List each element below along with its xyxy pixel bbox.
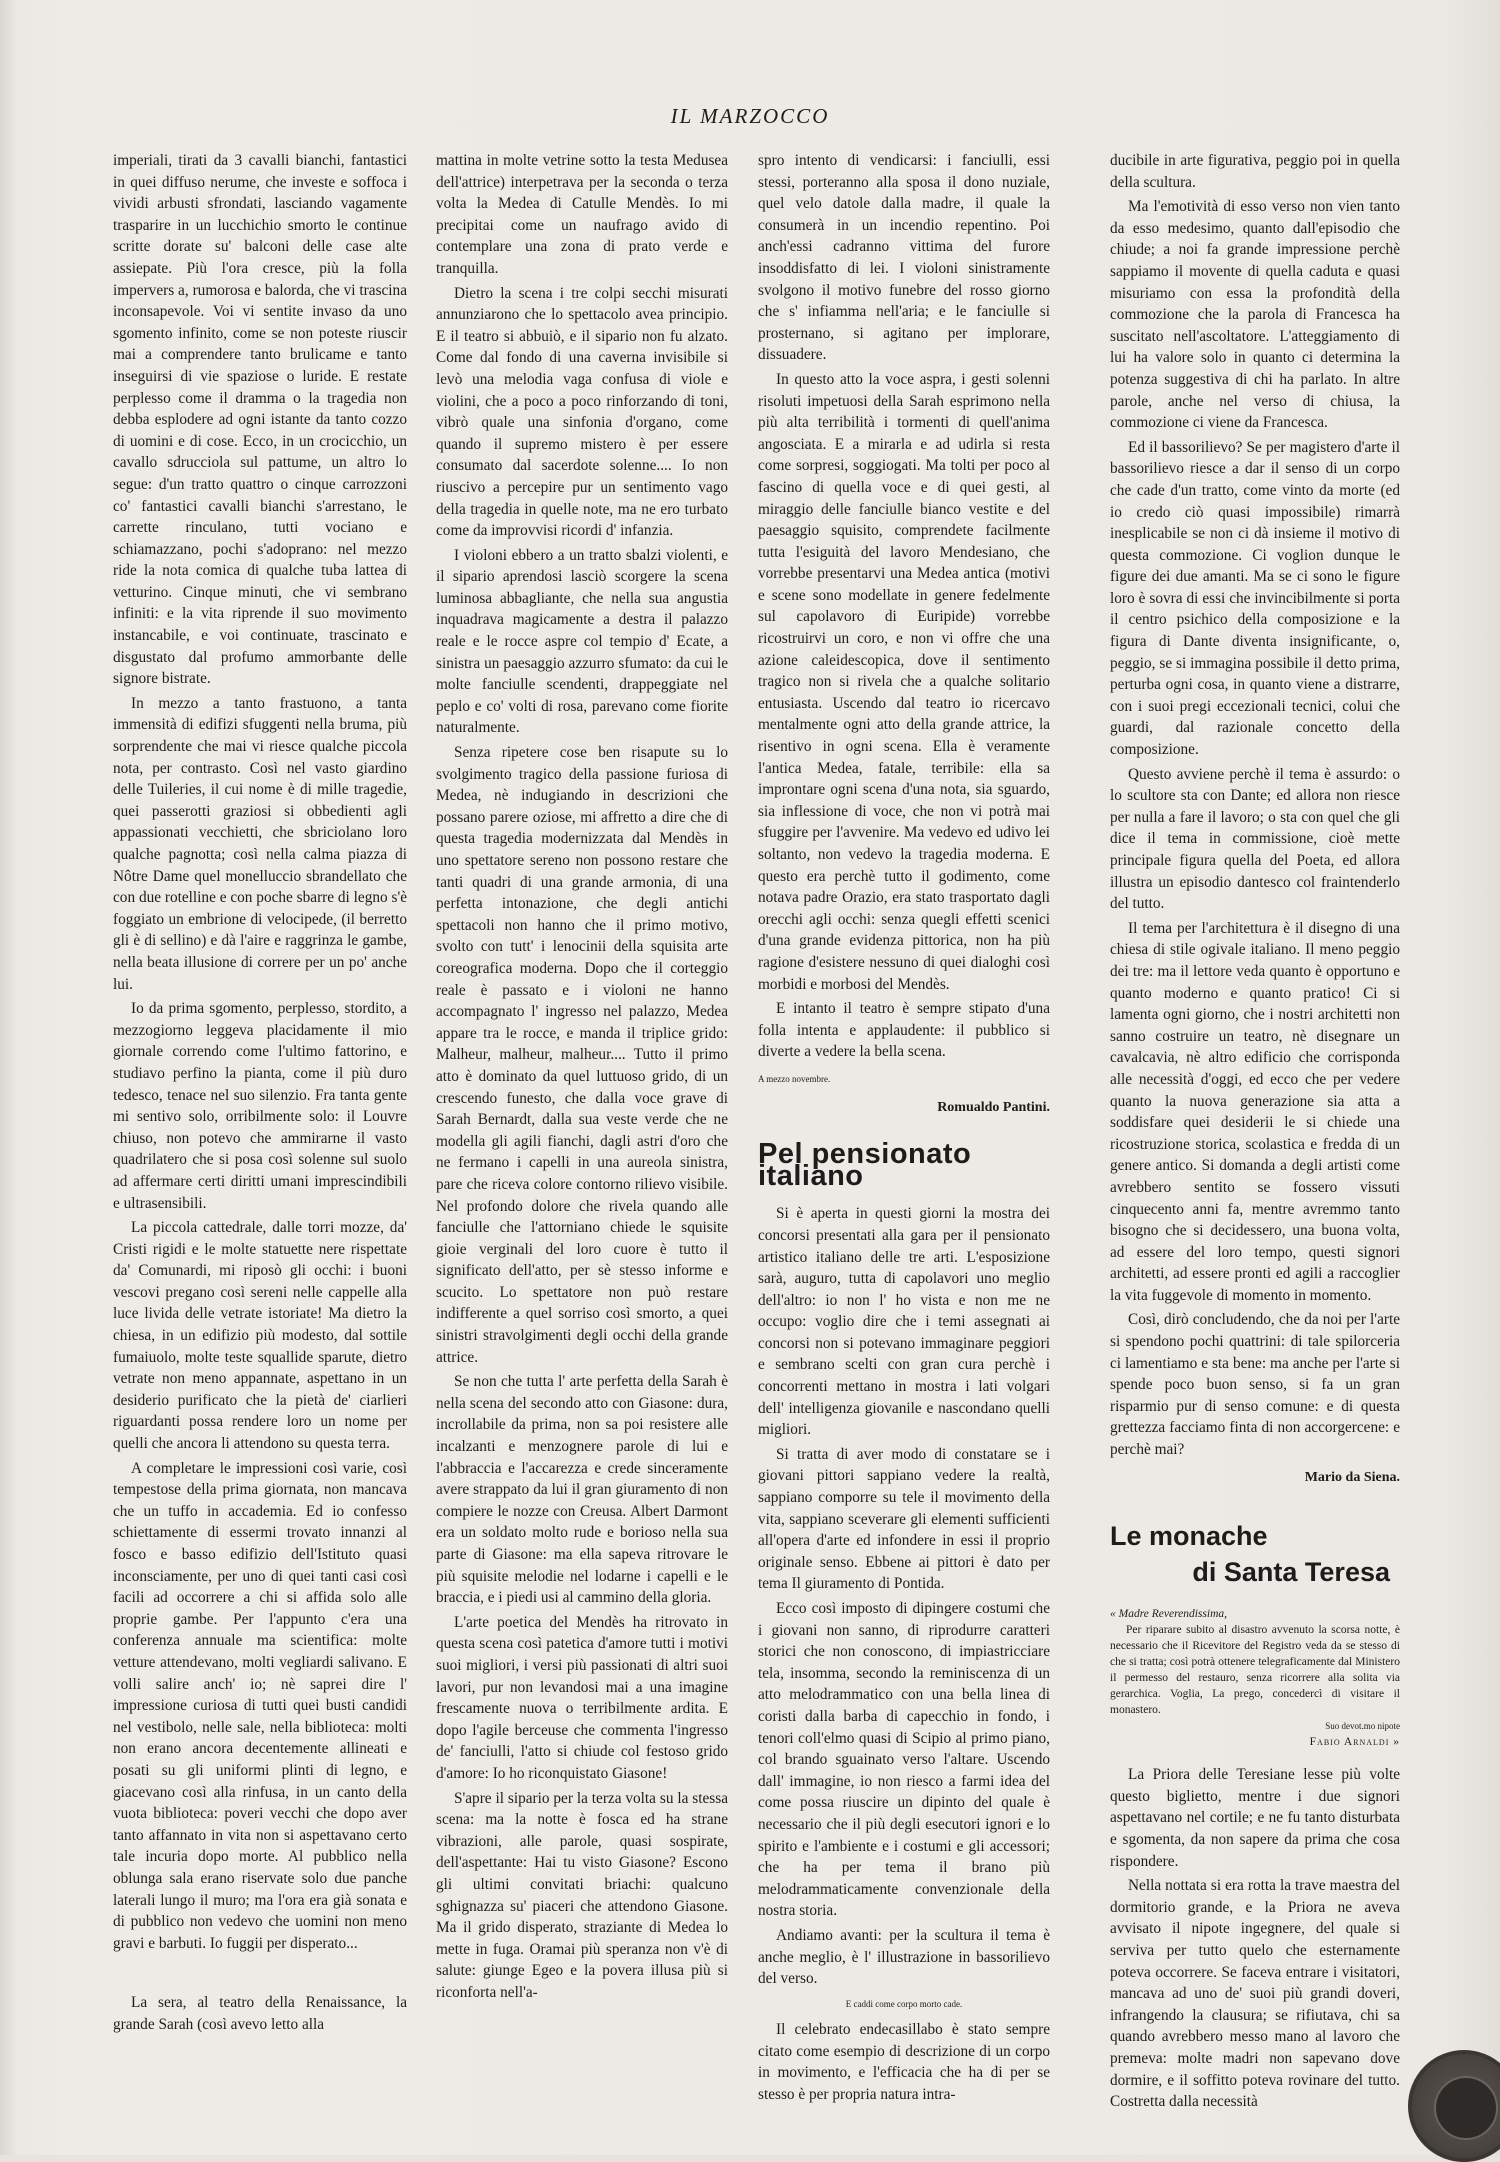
- paragraph: spro intento di vendicarsi: i fanciulli, essi stessi, porteranno alla sposa il dono nuziale, quel velo datole dalla madre, il quale la consumerà in un incendio repentino. Poi anch'essi cadranno vittima del furore insoddisfatto di lei. I violoni sinistramente svolgono il motivo funebre del rosso giorno che s' infiamma nell'aria; e le fanciulle si prosternano, si agitano per implorare, dissuadere.: [758, 152, 1050, 364]
- paragraph: imperiali, tirati da 3 cavalli bianchi, fantastici in quei diffuso nerume, che investe e soffoca i vividi arbusti sfrondati, lasciando vagamente trasparire in un lucchichio smorto le continue scritte dorate su' balconi delle case alte assiepate. Più l'ora cresce, più la folla impervers a, rumorosa e balorda, che vi trascina inconsapevole. Voi vi sentite invaso da uno sgomento infinito, come se non poteste riuscir mai a comprendere tanto brulicame e tanto inseguirsi di vie spaziose o luride. E restate perplesso come il dramma o la tragedia non debba esplodere ad ogni istante da tanto cozzo di uomini e di cose. Ecco, in un crocicchio, un cavallo sdrucciola sul pattume, un altro lo segue: d'un tratto quattro o cinque carrozzoni co' fantastici cavalli bianchi s'arrestano, le carrette rinculano, tutti vociano e schiamazzano, pochi s'adoprano: nel mezzo ride la nota comica di qualche tuba lattea di vetturino. Cinque minuti, che vi sembrano infiniti: e la vita riprende il suo movimento instancabile, e voi continuate, trascinato e disgustato dal profumo ammorbante delle signore bistrate.: [113, 152, 407, 688]
- paragraph: Io da prima sgomento, perplesso, stordito, a mezzogiorno leggeva placidamente il mio giornale correndo come l'ultimo fattorino, e studiavo perfino la pianta, come il più duro tedesco, tenace nel suo silenzio. Fra tanta gente mi sentivo solo, orribilmente solo: il Louvre chiuso, non potevo che ammirarne il vasto quadrilatero che si posa così solenne sul suolo ad affermare certi diritti umani imprescindibili e ultrasensibili.: [113, 1000, 407, 1212]
- paragraph: A completare le impressioni così varie, così tempestose della prima giornata, non mancava che un tuffo in accademia. Ed io confesso schiettamente di essermi trovato innanzi al fosco e basso edifizio dell'Istituto quasi inconsciamente, per uno di quei tanti casi così facili ad occorrere a chi si affida solo alle proprie gambe. Per l'appunto c'era una conferenza annuale ma scientifica: molte vetture attendevano, molti vegliardi salivano. E volli salire anch' io; nè saprei dire l' impressione curiosa di tutti quei busti candidi nel vestibolo, nelle sale, nella biblioteca: molti non erano ancora decentemente allineati e posati su gli uniformi plinti di legno, e giacevano così alla rinfusa, in un canto della vuota biblioteca: poveri vecchi che dopo aver tanto affannato in vita non si aspettavano certo tale incuria dopo morte. Al pubblico nella oblunga sala erano riservate solo due panche laterali lungo il muro; ma l'ora era già sonata e di pubblico non vedevo che uomini non meno gravi e barbuti. Io fuggii per disperato...: [113, 1459, 407, 1952]
- paragraph: La piccola cattedrale, dalle torri mozze, da' Cristi rigidi e le molte statuette nere rispettate da' Comunardi, mi riposò gli occhi: i buoni vescovi pregano così sereni nelle cappelle alla luce livida delle vetrate istoriate! Ma dietro la chiesa, in un edifizio più modesto, dal sottile fumaiuolo, molte teste squallide sparute, dietro vetrate non meno appannate, aspettano in un desiderio purificato che la pietà de' ciarlieri riguardanti possa rendere loro un nome per quelli che ancora li attendono su questa terra.: [113, 1219, 407, 1453]
- quote-signature: Fabio Arnaldi »: [1309, 1736, 1400, 1749]
- quote-closing: Suo devot.mo nipote: [1325, 1721, 1400, 1732]
- library-stamp-icon: [1408, 2050, 1500, 2162]
- paragraph: Il celebrato endecasillabo è stato sempre citato come esempio di descrizione di un corpo in movimento, e l'efficacia che ha di per se stesso è per propria natura intra-: [758, 2021, 1050, 2104]
- paragraph: Si è aperta in questi giorni la mostra dei concorsi presentati alla gara per il pensionato artistico italiano delle tre arti. L'esposizione sarà, auguro, tutta di capolavori uno meglio dell'altro: io non l' ho vista e non me ne occupo: voglio dire che i temi assegnati ai concorsi non si potevano immaginare peggiori e sembrano scelti con gran cura perchè i concorrenti mettano in mostra i lati volgari dell' intelligenza giovanile e nascondano quelli migliori.: [758, 1205, 1050, 1439]
- article-signature: Mario da Siena.: [1304, 1469, 1400, 1485]
- paragraph: La Priora delle Teresiane lesse più volte questo biglietto, mentre i due signori aspettavano nel cortile; e ne fu tanto disturbata e sgomenta, da non sapere da prima che cosa rispondere.: [1110, 1766, 1400, 1870]
- paragraph: L'arte poetica del Mendès ha ritrovato in questa scena così patetica d'amore tutti i motivi suoi migliori, i versi più passionati di altri suoi lavori, pur non levandosi mai a una imagine frescamente nuova o terribilmente ardita. E dopo l'agile berceuse che commenta l'ingresso de' fanciulli, l'atto si chiude col festoso grido d'amore: Io ho riconquistato Giasone!: [436, 1613, 728, 1782]
- paragraph: Così, dirò concludendo, che da noi per l'arte si spendono pochi quattrini: di tale spilorceria ci lamentiamo e sta bene: ma anche per l'arte si spende poco buon senso, si fa un gran risparmio pur di senso comune: e di questa grettezza facciamo finta di non accorgercene: e perchè mai?: [1110, 1311, 1400, 1459]
- verse-quote: E caddi come corpo morto cade.: [845, 1998, 963, 2009]
- paragraph: mattina in molte vetrine sotto la testa Medusea dell'attrice) interpetrava per la seconda o terza volta la Medea di Catulle Mendès. Io mi precipitai come un naufrago avido di contemplare una zona di prato verde e tranquilla.: [436, 152, 728, 277]
- title-line-1: Le monache: [1110, 1521, 1268, 1552]
- letter-quote: [1110, 1606, 1400, 1750]
- article-title: [1110, 1518, 1400, 1590]
- paragraph: In mezzo a tanto frastuono, a tanta immensità di edifizi sfuggenti nella bruma, più sorprendente che mai vi riesce qualche piccola nota, per contrasto. Così nel vasto giardino delle Tuileries, il cui nome è di mille tragedie, quei passerotti graziosi si obbedienti agli appassionati vecchietti, che sbriciolano loro qualche pagnotta; così nella calma piazza di Nôtre Dame quel monelluccio sbrandellato che con due rotelline e con poche sbarre di legno s'è foggiato un embrione di velocipede, (il berretto gli è di sellino) e dà l'aire e raggrinza le gambe, nella beata illusione di correre per un po' anche lui.: [113, 694, 407, 993]
- paragraph: Dietro la scena i tre colpi secchi misurati annunziarono che lo spettacolo avea principio. E il teatro si abbuiò, e il sipario non fu alzato. Come dal fondo di una caverna invisibile si levò una melodia vaga confusa di viole e violini, che a poco a poco rinforzando di toni, vibrò quale una sinfonia d'organo, come quando il supremo mistero è per essere consumato dal sacerdote solenne.... Io non riuscivo a percepire pur un sentimento vago della tragedia in quelle note, ma ne ero turbato come da improvvisi ricordi d' infanzia.: [436, 284, 728, 540]
- paragraph: Ma l'emotività di esso verso non vien tanto da esso medesimo, quanto dall'episodio che chiude; a noi fa grande impressione perchè sappiamo il movente di quella caduta e quasi misuriamo con essa la profondità della commozione che la parola di Francesca ha suscitato nell'ascoltatore. L'atteggiamento di lui ha valore solo in quanto ci determina la potenza suggestiva di chi ha parlato. In altre parole, anche nel verso di chiusa, la commozione ci viene da Francesca.: [1110, 198, 1400, 432]
- paragraph: Andiamo avanti: per la scultura il tema è anche meglio, è l' illustrazione in bassorilievo del verso.: [758, 1926, 1050, 1988]
- article-title: Pel pensionato italiano: [758, 1138, 972, 1192]
- column-2: [436, 150, 728, 2006]
- paragraph: S'apre il sipario per la terza volta su la stessa scena: ma la notte è fosca ed ha strane vibrazioni, alle parole, quasi sospirate, dell'aspettante: Hai tu visto Giasone? Escono gli ultimi convitati briachi: qualcuno sghignazza su' piaceri che attendono Giasone. Ma il grido disperato, straziante di Medea lo mette in fuga. Oramai più speranza non v'è di salute: giunge Egeo e la povera illusa più si riconforta nell'a-: [436, 1789, 728, 2001]
- paragraph: Nella nottata si era rotta la trave maestra del dormitorio grande, e la Priora ne aveva avvisato il nipote ingegnere, del quale si serviva per tutto quelo che esternamente poteva occorrere. Se faceva entrare i visitatori, mancava ad uno de' suoi più grandi doveri, infrangendo la clausura; se rifiutava, chi sa quando avrebbero messo mano al lavoro che premeva: molte madri non sapevano dove dormire, e il soffitto poteva rovinare del tutto. Costretta dalla necessità: [1110, 1877, 1400, 2111]
- quote-salutation: « Madre Reverendissima,: [1110, 1608, 1227, 1621]
- article-date: A mezzo novembre.: [758, 1073, 831, 1084]
- column-3: [758, 150, 1050, 2109]
- paragraph: Questo avviene perchè il tema è assurdo: o lo scultore sta con Dante; ed allora non riesce per nulla a fare il lavoro; o sta con quel che gli dice il tema in commissione, cioè mette principale figura quella del Poeta, ed allora illustra un episodio dantesco col fraintenderlo del tutto.: [1110, 765, 1400, 913]
- paragraph: In questo atto la voce aspra, i gesti solenni risoluti impetuosi della Sarah esprimono nella più alta terribilità i tormenti di quell'anima angosciata. E a mirarla e ad udirla si resta come sorpresi, soggiogati. Ma tolti per poco al fascino di quella voce e di quei gesti, al miraggio delle fanciulle bianco vestite e del paesaggio squisito, comprendete facilmente tutta l'esiguità del lavoro Mendesiano, che vorrebbe presentarvi una Medea antica (motivi e scene sono modellate in genere fedelmente sul capolavoro di Euripide) vorrebbe ricostruirvi un coro, e non vi offre che una azione caleidescopica, dove il sentimento tragico non si rivela che a qualche solitario entusiasta. Uscendo dal teatro io ricercavo mentalmente ogni atto della grande attrice, la risentivo in ogni scena. Ella è veramente l'antica Medea, fatale, terribile: ella sa improntare ogni scena d'una nota, sia sguardo, sia inflessione di voce, che non vi potrà mai sfuggire per l'avvenire. Ma vedevo ed udivo lei soltanto, non vedevo la tragedia moderna. E questo era perchè tutto il godimento, come notava padre Orazio, era stato trasportato dagli orecchi agli occhi: senza quegli effetti scenici d'una grande evidenza pittorica, non ha più ragione d'esistere nessuno di quei dialoghi così morbidi e morbosi del Mendès.: [758, 370, 1050, 993]
- stamp-center: [1434, 2076, 1498, 2140]
- quote-body: Per riparare subito al disastro avvenuto la scorsa notte, è necessario che il Ricevitore del Registro veda da se stesso di che si tratta; così potrà ottenere telegraficamente dal Ministero il permesso del restauro, senza ricorrere alla solita via gerarchica. Voglia, La prego, concedercì di visitare il monastero.: [1110, 1624, 1400, 1717]
- page-header: IL MARZOCCO: [670, 104, 830, 128]
- paragraph: Il tema per l'architettura è il disegno di una chiesa di stile ogivale italiano. Il meno peggio dei tre: ma il lettore veda quanto è opportuno e quanto moderno e quanto pratico! Ci si lamenta ogni giorno, che i nostri architetti non sanno costruire un teatro, nè disegnare un cavalcavia, nè altro edificio che corrisponda alle necessità d'oggi, ed ecco che per vedere quanto la nuova generazione sia atta a soddisfare quei desiderii le si chiede una ricostruzione storica, scolastica e fredda di un genere antico. Si domanda a degli artisti come avrebbero sentito se fossero vissuti cinquecento anni fa, mentre avremmo tanto bisogno che si decidessero, una buona volta, ad essere del loro tempo, questi signori architetti, ad essere pronti ed agili a raccoglier la vita fuggevole di momento in momento.: [1110, 919, 1400, 1304]
- paragraph: Ecco così imposto di dipingere costumi che i giovani non sanno, di riprodurre caratteri storici che non conoscono, di impiastricciare tela, insomma, secondo la reminiscenza di un atto melodrammatico con una bella linea di coristi dalla barba di capecchio in fondo, i tenori coll'elmo quasi di Scipio al primo piano, col brando sguainato verso l'altare. Uscendo dall' immagine, io non riesco a farmi idea del come possa riuscire un dipinto del quale è necessario che il più degli esecutori ignori e lo spirito e l'ambiente e i costumi e gli accessori; che ha per tema il brano più melodrammaticamente convenzionale della nostra storia.: [758, 1600, 1050, 1920]
- column-4: [1110, 150, 1400, 2116]
- paragraph: I violoni ebbero a un tratto sbalzi violenti, e il sipario aprendosi lasciò scorgere la scena luminosa abbagliante, che nella sua angustia inquadrava magicamente a destra il palazzo reale e le rocce aspre col tempio d' Ecate, a sinistra un paesaggio azzurro sfumato: da cui le molte fanciulle scendenti, drappeggiate nel peplo e co' volti di rosa, parevano come fiorite naturalmente.: [436, 546, 728, 737]
- paragraph: ducibile in arte figurativa, peggio poi in quella della scultura.: [1110, 152, 1400, 191]
- paragraph: Se non che tutta l' arte perfetta della Sarah è nella scena del secondo atto con Giasone: dura, incrollabile da prima, non sa poi resistere alle incalzanti e menzognere parole di lui e l'abbraccia e l'accarezza e crede sinceramente avere strappato da lui il gran giuramento di non compiere le nozze con Creusa. Albert Darmont era un soldato molto rude e borioso nella sua parte di Giasone: ma ella sapeva ritrovare le più squisite melodie nel lodarne i capelli e le braccia, e i piedi usi al cammino della gloria.: [436, 1373, 728, 1607]
- column-1: [113, 150, 407, 2038]
- paragraph: Senza ripetere cose ben risapute su lo svolgimento tragico della passione furiosa di Medea, nè indugiando in descrizioni che possano parere oziose, mi affretto a dire che di questa tragedia modernizzata dal Mendès in uno spettatore sereno non possono restare che tanti quadri di una grande armonia, di una perfetta intonazione, che degli antichi spettacoli non hanno che il primo motivo, svolto con tutt' i lenocinii della squisita arte coreografica moderna. Dopo che il corteggio reale è passato e i violoni ne hanno accompagnato l' ingresso nel palazzo, Medea appare tra le rocce, e manda il triplice grido: Malheur, malheur, malheur.... Tutto il primo atto è dominato da quel luttuoso grido, di un crescendo funesto, che dalla voce grave di Sarah Bernardt, dalla sua veste verde che ne modella gli agili fianchi, dagli astri d'oro che ne fermano i capelli in una aureola sinistra, pare che riceva colore contorno rilievo visibile. Nel profondo dolore che rivela quando alle fanciulle che l'attorniano chiede le squisite gioie verginali del loro cuore è tutto il significato dell'atto, per sè stesso informe e scucito. Lo spettatore non può restare indifferente a quel sorriso così smorto, a quei sinistri stravolgimenti degli occhi della grande attrice.: [436, 744, 728, 1366]
- paragraph: La sera, al teatro della Renaissance, la grande Sarah (così avevo letto alla: [113, 1994, 407, 2033]
- title-line-2: di Santa Teresa: [1192, 1557, 1390, 1588]
- paragraph: Ed il bassorilievo? Se per magistero d'arte il bassorilievo riesce a dar il senso di un corpo che cade d'un tratto, come vinto da morte (ed io credo ciò quasi impossibile) rimarrà inesplicabile se non ci dà insieme il motivo di questa commozione. Ci voglion dunque le figure dei due amanti. Ma se ci sono le figure loro è sovra di essi che invincibilmente si porta il centro psichico della composizione e la figura di Dante diventa insignificante, o, peggio, se si immagina possibile il detto prima, perturba ogni cosa, in quanto viene a distrarre, con i suoi pregi eccezionali tecnici, colui che guardi, dal razionale concetto della composizione.: [1110, 438, 1400, 759]
- paragraph: E intanto il teatro è sempre stipato d'una folla intenta e applaudente: il pubblico si diverte a vedere la bella scena.: [758, 1000, 1050, 1061]
- article-signature: Romualdo Pantini.: [937, 1099, 1050, 1115]
- paragraph: Si tratta di aver modo di constatare se i giovani pittori sappiano vedere la realtà, sappiano comporre su tele il movimento della vita, sappiano sceverare gli elementi sufficienti all'opera d'arte ed infondere in essi il proprio originale senso. Ebbene ai pittori è dato per tema Il giuramento di Pontida.: [758, 1445, 1050, 1593]
